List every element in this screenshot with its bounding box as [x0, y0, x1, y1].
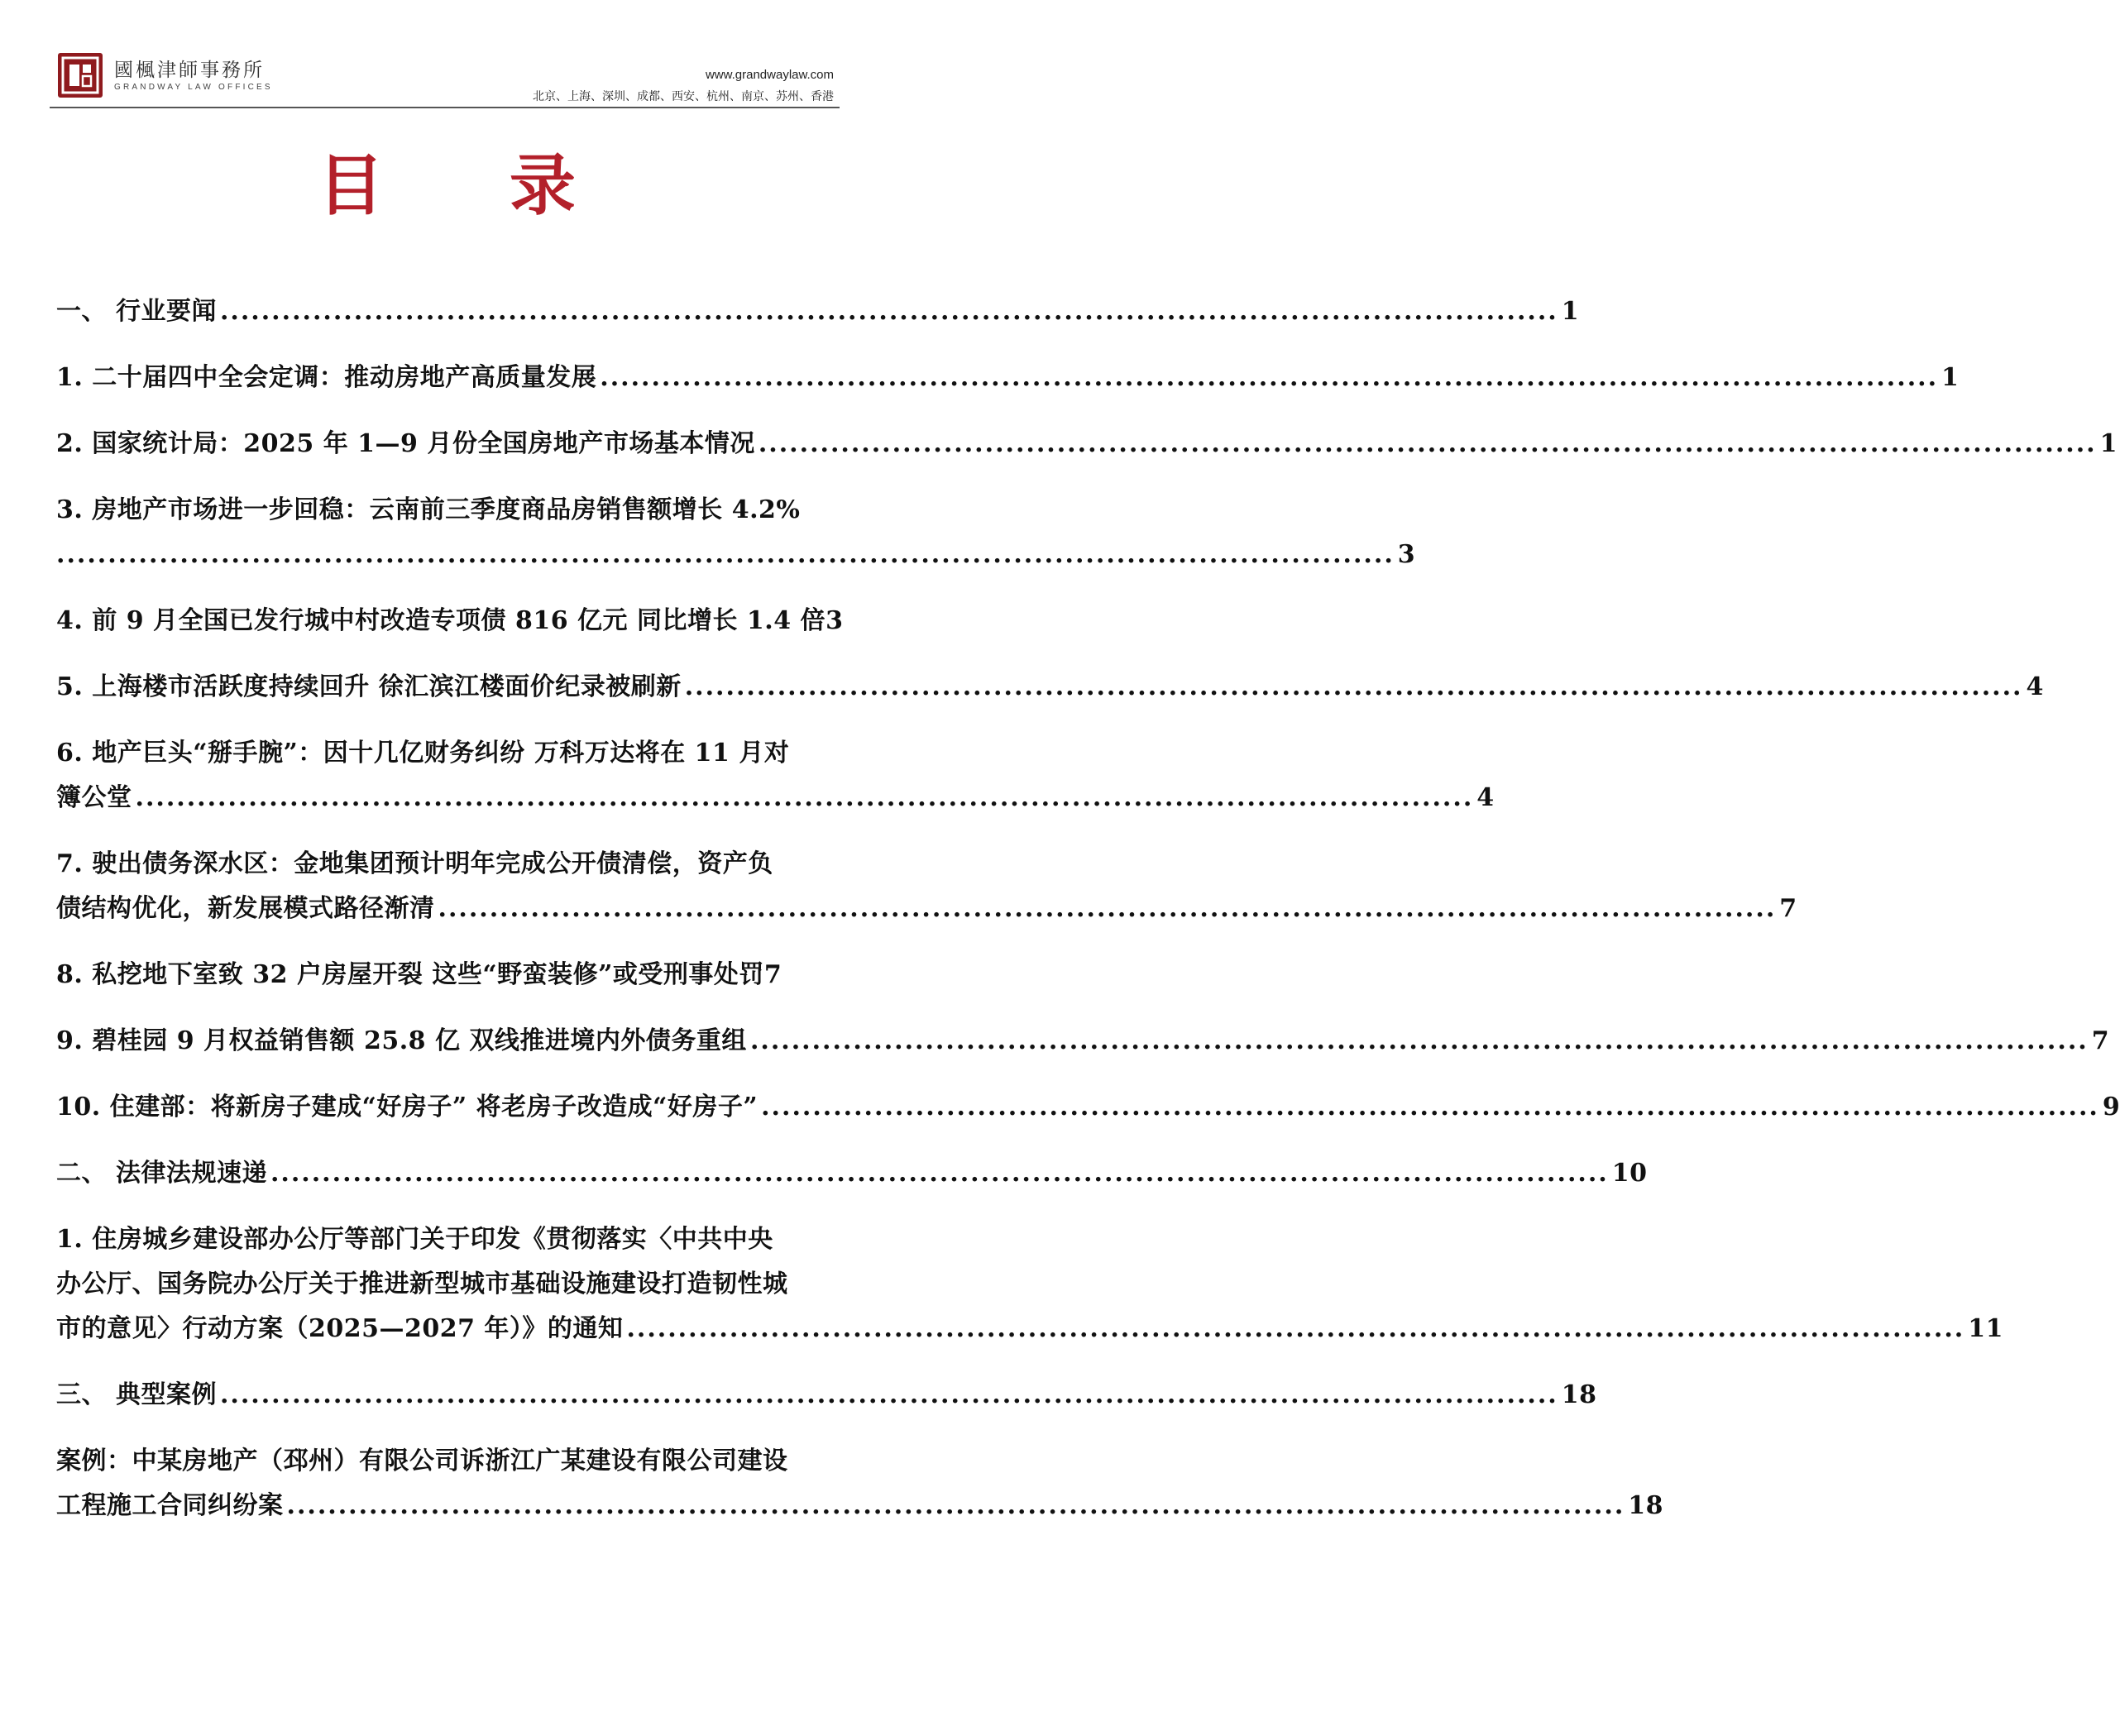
toc-entry[interactable] [56, 1217, 2003, 1351]
toc-page-number: 9 [2102, 1093, 2120, 1121]
toc-page-number: 18 [1561, 1380, 1597, 1409]
toc-entry-label-line: 3. 房地产市场进一步回稳：云南前三季度商品房销售额增长 4.2% [56, 495, 801, 524]
firm-name-chinese: 國楓津師事務所 [114, 60, 265, 81]
toc-entry[interactable] [56, 599, 844, 643]
toc-entry-label: 二、 法律法规速递 [56, 1159, 267, 1188]
toc-section-2[interactable] [56, 1151, 1648, 1196]
toc-entry[interactable] [56, 953, 844, 997]
toc-entry[interactable] [56, 1085, 2120, 1130]
toc-section-3[interactable] [56, 1373, 1597, 1418]
toc-leader: .................................................................................................................................. [626, 1314, 1965, 1343]
toc-entry[interactable] [56, 1019, 2110, 1064]
toc-page-number: 1 [1941, 363, 1960, 392]
toc-leader: .................................................................................................................................. [749, 1026, 2089, 1055]
toc-entry[interactable] [56, 488, 1416, 577]
toc-entry-label: 4. 前 9 月全国已发行城中村改造专项债 816 亿元 同比增长 1.4 倍 [56, 606, 826, 635]
toc-leader: .................................................................................................................................. [56, 540, 1395, 569]
toc-entry-label: 债结构优化，新发展模式路径渐清 [56, 894, 435, 923]
toc-entry-label: 1. 二十届四中全会定调：推动房地产高质量发展 [56, 363, 597, 392]
toc-page-number: 4 [1476, 783, 1495, 812]
toc-page-number: 11 [1968, 1314, 2003, 1343]
toc-page-number: 1 [2099, 429, 2118, 458]
toc-leader: .................................................................................................................................. [758, 429, 2097, 458]
toc-entry-label: 2. 国家统计局：2025 年 1—9 月份全国房地产市场基本情况 [56, 429, 755, 458]
toc-entry-label-line: 案例：中某房地产（邳州）有限公司诉浙江广某建设有限公司建设 [56, 1447, 788, 1475]
firm-name-english: GRANDWAY LAW OFFICES [114, 83, 273, 92]
page-title: 目 录 [318, 146, 627, 224]
toc-section-1[interactable] [56, 289, 1580, 334]
toc-entry-label-line: 7. 驶出债务深水区：金地集团预计明年完成公开债清偿，资产负 [56, 849, 773, 878]
toc-leader: .................................................................................................................................. [438, 894, 1777, 923]
toc-page-number: 10 [1611, 1159, 1648, 1188]
toc-page-number: 7 [1779, 894, 1797, 923]
toc-page-number: 7 [763, 960, 782, 989]
firm-website: www.grandwaylaw.com [705, 68, 834, 82]
toc-entry[interactable] [56, 1439, 1664, 1528]
toc-page-number: 7 [2091, 1026, 2110, 1055]
toc-entry[interactable] [56, 356, 1960, 400]
toc-entry[interactable] [56, 731, 1495, 820]
toc-entry[interactable] [56, 665, 2044, 710]
toc-entry-label-line: 办公厅、国务院办公厅关于推进新型城市基础设施建设打造韧性城 [56, 1270, 788, 1298]
toc-page-number: 18 [1628, 1491, 1664, 1520]
toc-entry-label: 一、 行业要闻 [56, 297, 217, 326]
toc-leader: .................................................................................................................................. [219, 1380, 1558, 1409]
toc-entry-label: 8. 私挖地下室致 32 户房屋开裂 这些“野蛮装修”或受刑事处罚 [56, 960, 764, 989]
header-divider [50, 107, 840, 108]
toc-entry-label: 市的意见〉行动方案（2025—2027 年）》的通知 [56, 1314, 624, 1343]
office-cities: 北京、上海、深圳、成都、西安、杭州、南京、苏州、香港 [533, 90, 834, 103]
toc-entry-label-line: 6. 地产巨头“掰手腕”：因十几亿财务纠纷 万科万达将在 11 月对 [56, 739, 790, 768]
toc-entry-label-line: 1. 住房城乡建设部办公厅等部门关于印发《贯彻落实〈中共中央 [56, 1225, 773, 1254]
toc-leader: .................................................................................................................................. [219, 297, 1558, 326]
toc-leader: .................................................................................................................................. [761, 1093, 2099, 1121]
toc-leader: .................................................................................................................................. [600, 363, 1939, 392]
toc-entry-label: 簿公堂 [56, 783, 132, 812]
toc-leader: .................................................................................................................................. [684, 672, 2023, 701]
toc-leader: .................................................................................................................................. [135, 783, 1474, 812]
grandway-logo-icon [58, 53, 103, 98]
toc-page-number: 1 [1561, 297, 1580, 326]
toc-entry-label: 工程施工合同纠纷案 [56, 1491, 284, 1520]
toc-entry[interactable] [56, 422, 2118, 466]
toc-leader: .................................................................................................................................. [286, 1491, 1625, 1520]
toc-entry-label: 三、 典型案例 [56, 1380, 217, 1409]
toc-entry-label: 10. 住建部：将新房子建成“好房子” 将老房子改造成“好房子” [56, 1093, 759, 1121]
toc-entry-label: 9. 碧桂园 9 月权益销售额 25.8 亿 双线推进境内外债务重组 [56, 1026, 747, 1055]
document-header [0, 0, 893, 116]
toc-entry-label: 5. 上海楼市活跃度持续回升 徐汇滨江楼面价纪录被刷新 [56, 672, 682, 701]
toc-leader: .................................................................................................................................. [270, 1159, 1609, 1188]
toc-page-number: 3 [826, 606, 844, 635]
toc-page-number: 4 [2026, 672, 2044, 701]
table-of-contents [56, 289, 2120, 1528]
toc-page-number: 3 [1397, 540, 1416, 569]
toc-entry[interactable] [56, 842, 1797, 931]
